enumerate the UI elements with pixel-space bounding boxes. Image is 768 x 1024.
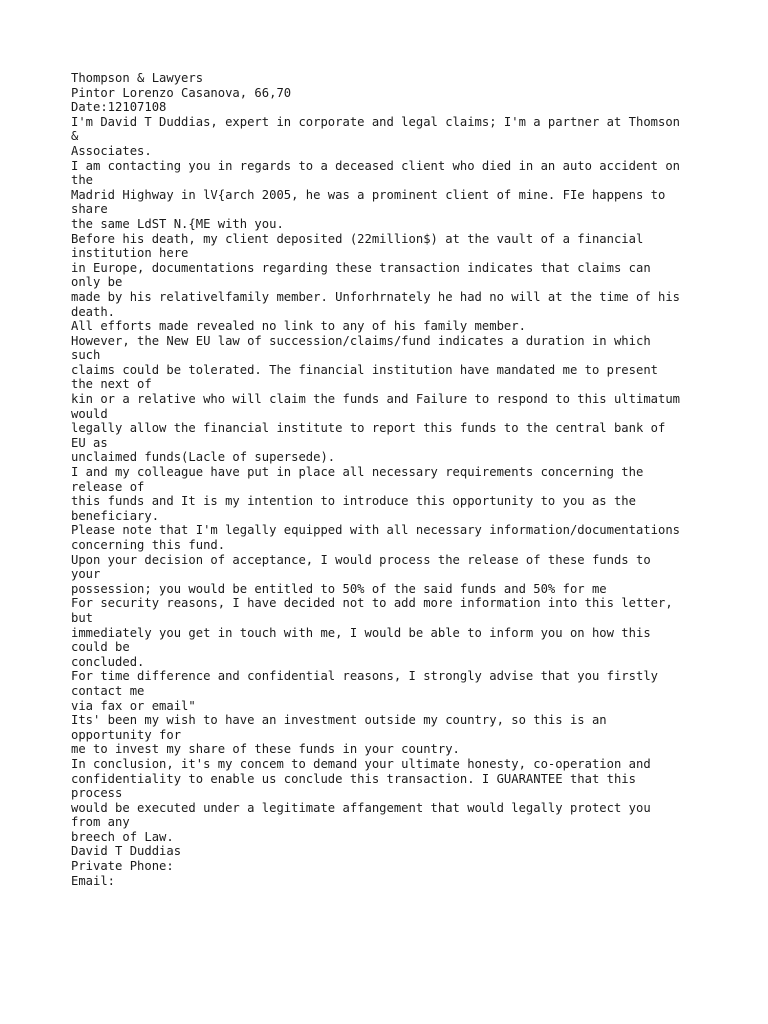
- text-line: could be: [71, 640, 130, 655]
- text-line: I'm David T Duddias, expert in corporate and legal claims; I'm a partner at Thomson: [71, 114, 681, 129]
- text-line: Associates.: [71, 143, 152, 158]
- text-line: breech of Law.: [71, 829, 174, 844]
- text-line: immediately you get in touch with me, I would be able to inform you on how this: [71, 625, 651, 640]
- text-line: confidentiality to enable us conclude this transaction. I GUARANTEE that this: [71, 771, 636, 786]
- text-line: contact me: [71, 683, 145, 698]
- text-line: release of: [71, 479, 145, 494]
- text-line: &: [71, 129, 79, 144]
- text-line: claims could be tolerated. The financial institution have mandated me to present: [71, 362, 658, 377]
- text-line: unclaimed funds(Lacle of supersede).: [71, 450, 336, 465]
- text-line: your: [71, 567, 101, 582]
- text-line: would be executed under a legitimate affangement that would legally protect you: [71, 800, 651, 815]
- text-line: death.: [71, 304, 116, 319]
- text-line: For time difference and confidential reasons, I strongly advise that you firstly: [71, 669, 658, 684]
- text-line: For security reasons, I have decided not to add more information into this letter,: [71, 596, 673, 611]
- text-line: via fax or email": [71, 698, 196, 713]
- text-line: David T Duddias: [71, 844, 182, 859]
- text-line: in Europe, documentations regarding these transaction indicates that claims can: [71, 260, 651, 275]
- text-line: Its' been my wish to have an investment outside my country, so this is an: [71, 713, 607, 728]
- text-line: Thompson & Lawyers: [71, 71, 204, 85]
- text-line: In conclusion, it's my concem to demand your ultimate honesty, co-operation and: [71, 756, 651, 771]
- text-line: Pintor Lorenzo Casanova, 66,70: [71, 85, 292, 100]
- text-line: the: [71, 173, 94, 188]
- text-line: opportunity for: [71, 727, 182, 742]
- text-line: kin or a relative who will claim the funds and Failure to respond to this ultimatum: [71, 392, 681, 407]
- text-line: Madrid Highway in lV{arch 2005, he was a prominent client of mine. FIe happens to: [71, 187, 666, 202]
- text-line: EU as: [71, 435, 108, 450]
- text-line: Date:12107108: [71, 100, 167, 115]
- text-line: Private Phone:: [71, 859, 174, 874]
- text-line: Upon your decision of acceptance, I would process the release of these funds to: [71, 552, 651, 567]
- text-line: concluded.: [71, 654, 145, 669]
- text-line: All efforts made revealed no link to any of his family member.: [71, 319, 526, 334]
- text-line: I am contacting you in regards to a deceased client who died in an auto accident on: [71, 158, 681, 173]
- text-line: legally allow the financial institute to report this funds to the central bank of: [71, 421, 666, 436]
- text-line: this funds and It is my intention to introduce this opportunity to you as the: [71, 494, 636, 509]
- letter-document: [71, 71, 711, 888]
- text-line: institution here: [71, 246, 189, 261]
- text-line: the same LdST N.{ME with you.: [71, 216, 284, 231]
- text-line: Email:: [71, 873, 116, 888]
- text-line: However, the New EU law of succession/claims/fund indicates a duration in which: [71, 333, 651, 348]
- text-line: I and my colleague have put in place all necessary requirements concerning the: [71, 465, 644, 480]
- text-line: from any: [71, 815, 130, 830]
- text-line: concerning this fund.: [71, 538, 226, 552]
- text-line: would: [71, 406, 108, 421]
- text-line: me to invest my share of these funds in your country.: [71, 742, 460, 757]
- text-line: process: [71, 786, 123, 801]
- text-line: beneficiary.: [71, 508, 160, 523]
- text-line: but: [71, 610, 94, 625]
- text-line: possession; you would be entitled to 50% of the said funds and 50% for me: [71, 581, 607, 596]
- text-line: share: [71, 202, 108, 217]
- text-line: Before his death, my client deposited (22million$) at the vault of a financial: [71, 231, 644, 246]
- text-line: Please note that I'm legally equipped with all necessary information/documentations: [71, 523, 681, 538]
- text-line: only be: [71, 275, 123, 290]
- text-line: the next of: [71, 377, 152, 392]
- text-line: made by his relativelfamily member. Unforhrnately he had no will at the time of his: [71, 289, 681, 304]
- text-line: such: [71, 348, 101, 363]
